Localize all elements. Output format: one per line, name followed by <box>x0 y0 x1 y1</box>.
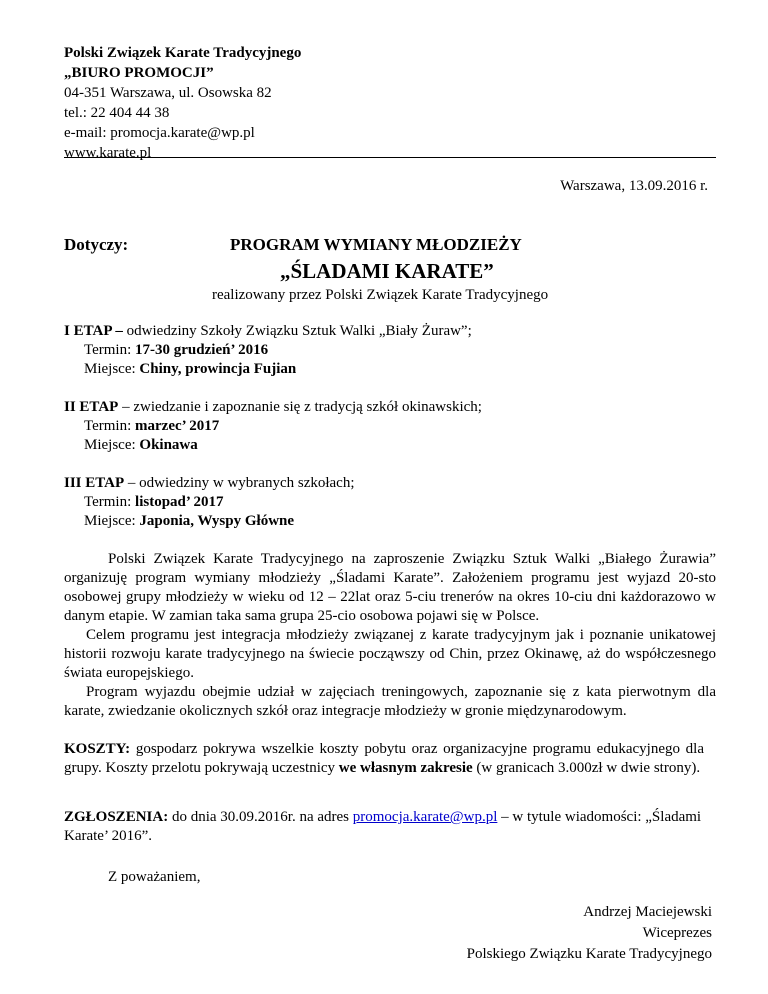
signature-org: Polskiego Związku Karate Tradycyjnego <box>466 946 712 962</box>
registration-text: do dnia 30.09.2016r. na adres <box>168 809 353 825</box>
sender-email: e-mail: promocja.karate@wp.pl <box>64 125 255 141</box>
term-label: Termin: <box>84 494 136 510</box>
stage-name: I ETAP – <box>64 323 123 339</box>
body-paragraph-1: Polski Związek Karate Tradycyjnego na zaproszenie Związku Sztuk Walki „Białego Żurawia” organizuję program wymiany młodzieży „Śladami Karate”. Założeniem programu jest wyjazd 20-sto osobowej grupy młodzieży w wieku od 12 – 22lat oraz 5-ciu trenerów na okres 10-ciu dni każdorazowo w danym etapie. W zamian taka sama grupa 25-cio osobowa pojawi się w Polsce. <box>64 551 716 624</box>
stage-name: III ETAP <box>64 475 125 491</box>
body-paragraph-3: Program wyjazdu obejmie udział w zajęciach treningowych, zapoznanie się z kata pierwotnym dla karate, zwiedzanie okolicznych szkół oraz integracje młodzieży w gronie międzynarodowym. <box>64 684 716 719</box>
subject-title: PROGRAM WYMIANY MŁODZIEŻY <box>230 235 522 254</box>
stage-term: listopad’ 2017 <box>135 494 224 510</box>
sender-tel: tel.: 22 404 44 38 <box>64 105 170 121</box>
sender-office: „BIURO PROMOCJI” <box>64 65 214 81</box>
costs-text: gospodarz pokrywa wszelkie koszty pobytu oraz organizacyjne programu edukacyjnego dla grupy. Koszty przelotu pokrywają uczestnicy <box>64 741 704 776</box>
stage-1 <box>64 322 714 379</box>
stage-desc: odwiedziny Szkoły Związku Sztuk Walki „Biały Żuraw”; <box>122 323 472 339</box>
registration-section <box>64 808 704 846</box>
sender-block <box>64 43 714 163</box>
stage-desc: – zwiedzanie i zapoznanie się z tradycją szkół okinawskich; <box>118 399 482 415</box>
subject-label: Dotyczy: <box>64 235 129 254</box>
stage-3 <box>64 474 714 531</box>
registration-label: ZGŁOSZENIA: <box>64 809 169 825</box>
body-paragraph-2: Celem programu jest integracja młodzieży związanej z karate tradycyjnym jak i poznanie unikatowej historii rozwoju karate tradycyjnego na świecie począwszy od Chin, przez Okinawę, aż do współczesnego świata europejskiego. <box>64 627 716 681</box>
signature-name: Andrzej Maciejewski <box>583 904 712 920</box>
term-label: Termin: <box>84 418 136 434</box>
stage-term: marzec’ 2017 <box>135 418 220 434</box>
stage-place: Japonia, Wyspy Główne <box>139 513 295 529</box>
costs-text-end: (w granicach 3.000zł w dwie strony). <box>472 760 701 776</box>
sender-address: 04-351 Warszawa, ul. Osowska 82 <box>64 85 272 101</box>
stage-term: 17-30 grudzień’ 2016 <box>135 342 269 358</box>
term-label: Termin: <box>84 342 136 358</box>
sender-org: Polski Związek Karate Tradycyjnego <box>64 45 302 61</box>
place-label: Miejsce: <box>84 361 140 377</box>
place-label: Miejsce: <box>84 437 140 453</box>
stage-2 <box>64 398 714 455</box>
sender-www: www.karate.pl <box>64 145 152 161</box>
stage-place: Okinawa <box>139 437 198 453</box>
letter-body <box>64 550 716 721</box>
letter-date: Warszawa, 13.09.2016 r. <box>560 178 708 194</box>
costs-emphasis: we własnym zakresie <box>338 760 473 776</box>
registration-text-end: – w tytule wiadomości: „Śladami Karate’ 2016”. <box>64 809 702 844</box>
program-name: „ŚLADAMI KARATE” <box>280 259 494 283</box>
costs-label: KOSZTY: <box>64 741 131 757</box>
costs-section <box>64 740 704 778</box>
header-divider <box>64 157 716 158</box>
subject-subtitle: realizowany przez Polski Związek Karate Tradycyjnego <box>212 287 549 303</box>
registration-email-link[interactable]: promocja.karate@wp.pl <box>352 809 498 825</box>
signature-role: Wiceprezes <box>642 925 712 941</box>
stage-name: II ETAP <box>64 399 119 415</box>
closing: Z poważaniem, <box>108 869 201 885</box>
stage-desc: – odwiedziny w wybranych szkołach; <box>124 475 355 491</box>
signature-block <box>467 902 712 965</box>
place-label: Miejsce: <box>84 513 140 529</box>
stage-place: Chiny, prowincja Fujian <box>139 361 297 377</box>
